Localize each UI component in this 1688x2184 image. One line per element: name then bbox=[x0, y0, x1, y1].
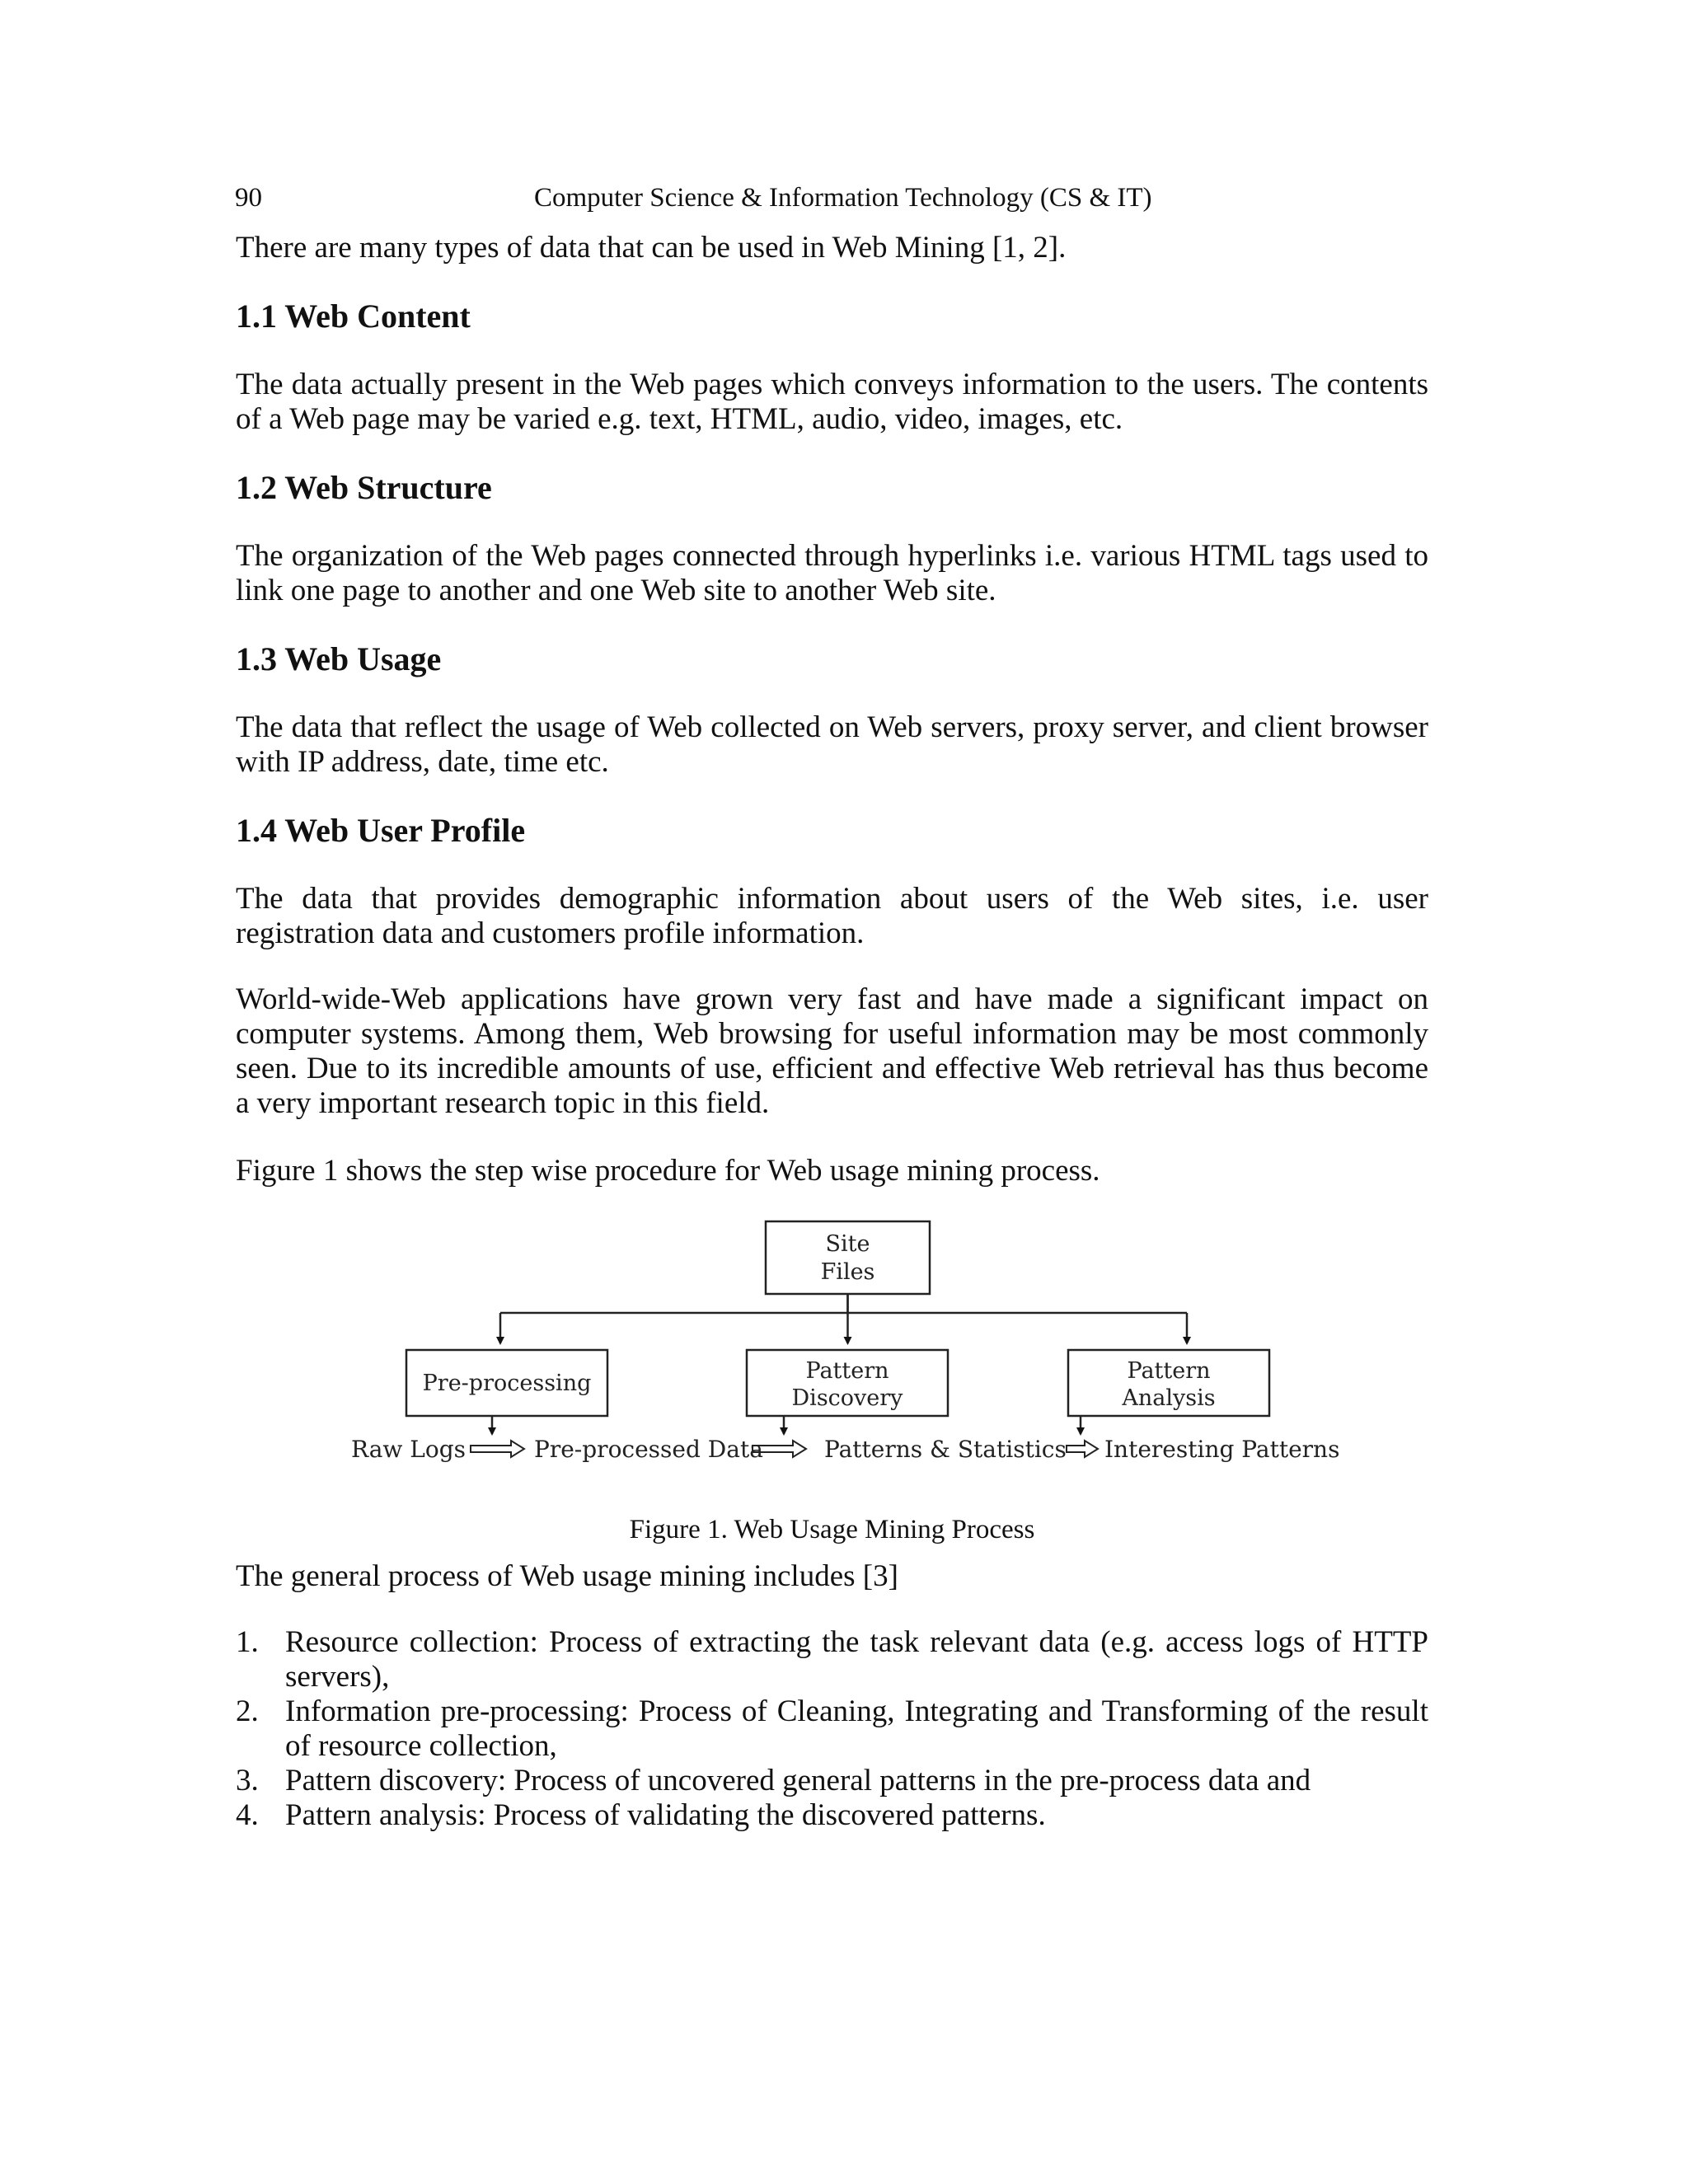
section-heading: 1.1 Web Content bbox=[236, 298, 471, 335]
pattern-discovery-node bbox=[747, 1350, 948, 1416]
section-body: The data that reflect the usage of Web collected on Web servers, proxy server, and client browser with IP address, date, time etc. bbox=[236, 710, 1428, 779]
section-web-content bbox=[236, 297, 1428, 437]
section-body: The data actually present in the Web pages which conveys information to the users. The contents of a Web page may be varied e.g. text, HTML, audio, video, images, etc. bbox=[236, 368, 1428, 436]
flow-label-patterns-statistics: Patterns & Statistics bbox=[824, 1436, 1067, 1463]
list-text: Pattern analysis: Process of validating the discovered patterns. bbox=[285, 1798, 1046, 1832]
running-title: Computer Science & Information Technology (CS & IT) bbox=[534, 183, 1152, 213]
flow-arrow-1 bbox=[471, 1441, 524, 1457]
section-web-user-profile bbox=[236, 811, 1428, 951]
figure-caption: Figure 1. Web Usage Mining Process bbox=[629, 1515, 1035, 1544]
page-content bbox=[236, 231, 1428, 1833]
diagram-connectors bbox=[500, 1294, 1187, 1343]
box-output-arrows bbox=[492, 1416, 1081, 1434]
section-body: The data that provides demographic information about users of the Web sites, i.e. user registration data and customers profile information. bbox=[236, 882, 1428, 950]
flow-label-raw-logs: Raw Logs bbox=[351, 1436, 467, 1463]
section-body: The organization of the Web pages connected through hyperlinks i.e. various HTML tags used to link one page to another and one Web site to another Web site. bbox=[236, 539, 1428, 607]
pre-processing-node bbox=[406, 1350, 607, 1416]
list-number: 3. bbox=[236, 1764, 259, 1797]
list-item bbox=[236, 1764, 1428, 1798]
list-text: Information pre-processing: Process of Cleaning, Integrating and Transforming of the result of resource collection, bbox=[285, 1694, 1428, 1763]
list-item bbox=[236, 1694, 1428, 1764]
site-files-label-line1: Site bbox=[825, 1231, 870, 1257]
process-intro: The general process of Web usage mining includes [3] bbox=[236, 1559, 898, 1593]
site-files-label-line2: Files bbox=[820, 1259, 875, 1285]
section-heading: 1.2 Web Structure bbox=[236, 469, 492, 506]
list-number: 4. bbox=[236, 1798, 259, 1832]
www-paragraph: World-wide-Web applications have grown very fast and have made a significant impact on computer systems. Among them, Web browsing for useful information may be most commonly seen. Due to its incredible amounts of use, efficient and effective Web retrieval has thus become a very important research topic in this field. bbox=[236, 982, 1428, 1120]
section-web-structure bbox=[236, 468, 1428, 608]
pattern-analysis-label-line2: Analysis bbox=[1122, 1385, 1216, 1411]
list-number: 1. bbox=[236, 1625, 259, 1659]
flow-label-pre-processed-data: Pre-processed Data bbox=[534, 1436, 763, 1463]
list-text: Pattern discovery: Process of uncovered general patterns in the pre-process data and bbox=[285, 1764, 1311, 1797]
pre-processing-label: Pre-processing bbox=[422, 1371, 592, 1396]
intro-paragraph: There are many types of data that can be used in Web Mining [1, 2]. bbox=[236, 231, 1067, 265]
figure-1 bbox=[236, 1213, 1428, 1559]
figure-reference-paragraph: Figure 1 shows the step wise procedure for Web usage mining process. bbox=[236, 1154, 1100, 1188]
pattern-analysis-node bbox=[1068, 1350, 1269, 1416]
page-number: 90 bbox=[235, 183, 262, 213]
section-web-usage bbox=[236, 640, 1428, 780]
flow-label-interesting-patterns: Interesting Patterns bbox=[1104, 1436, 1340, 1463]
process-steps-list bbox=[236, 1625, 1428, 1833]
list-number: 2. bbox=[236, 1694, 259, 1728]
flow-arrow-3 bbox=[1067, 1441, 1098, 1457]
flow-row bbox=[351, 1436, 1339, 1463]
pattern-discovery-label-line1: Pattern bbox=[805, 1358, 889, 1384]
section-heading: 1.4 Web User Profile bbox=[236, 812, 526, 849]
pattern-discovery-label-line2: Discovery bbox=[791, 1385, 903, 1411]
list-text: Resource collection: Process of extracting the task relevant data (e.g. access logs of HTTP servers), bbox=[285, 1625, 1428, 1694]
list-item bbox=[236, 1625, 1428, 1694]
section-heading: 1.3 Web Usage bbox=[236, 640, 442, 677]
list-item bbox=[236, 1798, 1428, 1833]
pattern-analysis-label-line1: Pattern bbox=[1127, 1358, 1211, 1384]
page-header bbox=[235, 183, 1430, 224]
site-files-node bbox=[766, 1221, 930, 1294]
web-usage-mining-diagram bbox=[236, 1213, 1428, 1493]
